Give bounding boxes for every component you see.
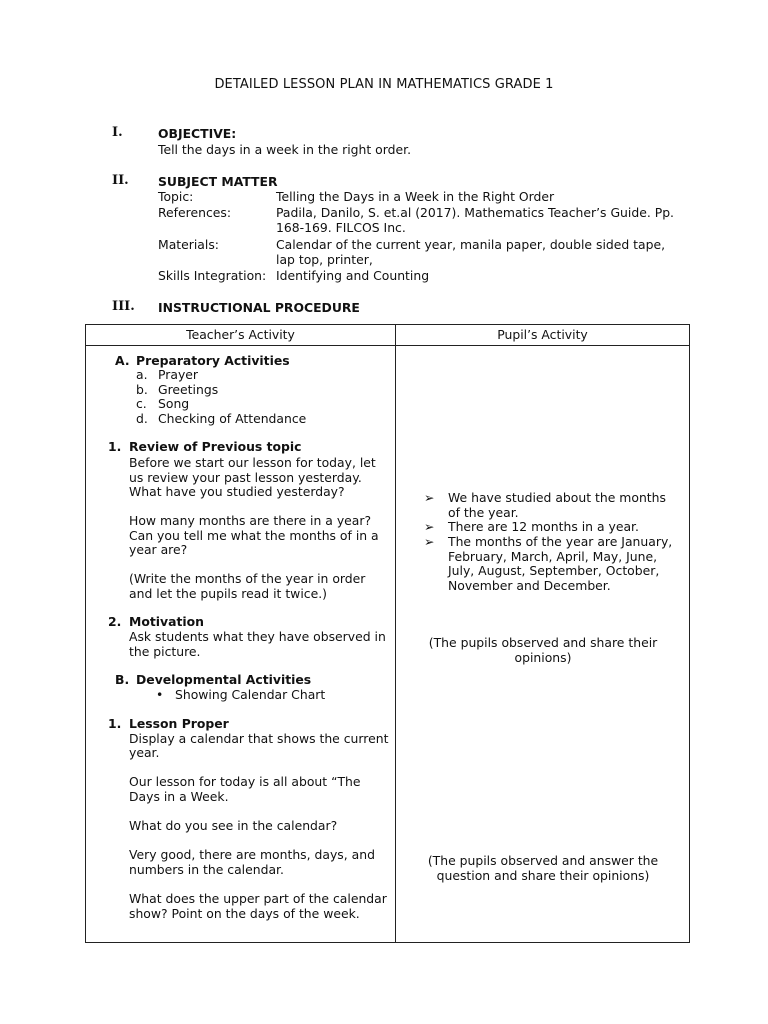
section-number-objective: I. bbox=[112, 125, 123, 140]
months-question-line: How many months are there in a year? bbox=[129, 513, 372, 528]
dev-bullet-text: Showing Calendar Chart bbox=[175, 687, 326, 702]
topic-label: Topic: bbox=[158, 189, 194, 204]
pupil-activity-header: Pupil’s Activity bbox=[396, 325, 690, 346]
arrow-bullet-icon: ➢ bbox=[424, 519, 435, 534]
prep-marker: A. bbox=[115, 353, 130, 368]
prep-item-marker: d. bbox=[136, 411, 148, 426]
prep-item-marker: a. bbox=[136, 367, 148, 382]
see-calendar-line: What do you see in the calendar? bbox=[129, 818, 338, 833]
document-title: DETAILED LESSON PLAN IN MATHEMATICS GRADE 1 bbox=[214, 77, 554, 92]
bullet-icon: • bbox=[156, 687, 164, 702]
topic-value: Telling the Days in a Week in the Right Order bbox=[276, 189, 555, 204]
pupil-answer-question-line: question and share their opinions) bbox=[436, 868, 650, 883]
procedure-table bbox=[85, 324, 690, 943]
pupil-activity-cell bbox=[396, 346, 690, 943]
motivation-line: Ask students what they have observed in bbox=[129, 629, 386, 644]
pupil-observed-line: opinions) bbox=[514, 650, 572, 665]
prep-item-text: Song bbox=[158, 396, 190, 411]
procedure-table-header-row bbox=[86, 325, 690, 346]
pupil-answer-line: February, March, April, May, June, bbox=[448, 549, 658, 564]
today-line: Days in a Week. bbox=[129, 789, 229, 804]
objective-text: Tell the days in a week in the right order. bbox=[158, 142, 412, 157]
prep-item-marker: b. bbox=[136, 382, 148, 397]
prep-item-text: Prayer bbox=[158, 367, 198, 382]
pupil-answer-line: July, August, September, October, bbox=[448, 563, 660, 578]
objective-heading: OBJECTIVE: bbox=[158, 126, 237, 141]
materials-label: Materials: bbox=[158, 237, 219, 252]
pupil-observed-line: (The pupils observed and share their bbox=[428, 635, 658, 650]
dev-marker: B. bbox=[115, 672, 130, 687]
subject-matter-heading: SUBJECT MATTER bbox=[158, 174, 278, 189]
references-value-line-2: 168-169. FILCOS Inc. bbox=[276, 220, 406, 235]
pupil-answer-question-line: (The pupils observed and answer the bbox=[427, 853, 659, 868]
pupil-answer-line: November and December. bbox=[448, 578, 611, 593]
procedure-table-body-row bbox=[86, 346, 690, 943]
prep-item-marker: c. bbox=[136, 396, 147, 411]
prep-item-text: Greetings bbox=[158, 382, 219, 397]
motivation-marker: 2. bbox=[108, 614, 122, 629]
materials-value-line-2: lap top, printer, bbox=[276, 252, 373, 267]
review-line: Before we start our lesson for today, let bbox=[129, 455, 376, 470]
section-number-procedure: III. bbox=[112, 299, 135, 314]
teacher-activity-cell bbox=[86, 346, 396, 943]
lesson-line: Display a calendar that shows the current bbox=[129, 731, 389, 746]
motivation-heading: Motivation bbox=[129, 614, 204, 629]
review-heading: Review of Previous topic bbox=[129, 439, 302, 454]
section-number-subject: II. bbox=[112, 173, 129, 188]
months-question-line: Can you tell me what the months of in a bbox=[129, 528, 379, 543]
very-good-line: Very good, there are months, days, and bbox=[129, 847, 375, 862]
lesson-marker: 1. bbox=[108, 716, 122, 731]
motivation-line: the picture. bbox=[129, 644, 201, 659]
review-line: us review your past lesson yesterday. bbox=[129, 470, 362, 485]
skills-value: Identifying and Counting bbox=[276, 268, 430, 283]
arrow-bullet-icon: ➢ bbox=[424, 534, 435, 549]
references-label: References: bbox=[158, 205, 232, 220]
lesson-line: year. bbox=[129, 745, 160, 760]
pupil-answer-line: We have studied about the months bbox=[448, 490, 666, 505]
review-marker: 1. bbox=[108, 439, 122, 454]
pupil-answer-line: of the year. bbox=[448, 505, 519, 520]
prep-heading: Preparatory Activities bbox=[136, 353, 290, 368]
very-good-line: numbers in the calendar. bbox=[129, 862, 284, 877]
pupil-answer-line: The months of the year are January, bbox=[448, 534, 673, 549]
upper-part-line: show? Point on the days of the week. bbox=[129, 906, 360, 921]
pupil-answer-line: There are 12 months in a year. bbox=[448, 519, 639, 534]
prep-item-text: Checking of Attendance bbox=[158, 411, 307, 426]
review-line: What have you studied yesterday? bbox=[129, 484, 345, 499]
write-instruction-line: and let the pupils read it twice.) bbox=[129, 586, 327, 601]
skills-label: Skills Integration: bbox=[158, 268, 267, 283]
teacher-activity-header: Teacher’s Activity bbox=[86, 325, 396, 346]
today-line: Our lesson for today is all about “The bbox=[129, 774, 361, 789]
procedure-heading: INSTRUCTIONAL PROCEDURE bbox=[158, 300, 360, 315]
dev-heading: Developmental Activities bbox=[136, 672, 312, 687]
write-instruction-line: (Write the months of the year in order bbox=[129, 571, 366, 586]
materials-value-line-1: Calendar of the current year, manila paper, double sided tape, bbox=[276, 237, 666, 252]
references-value-line-1: Padila, Danilo, S. et.al (2017). Mathematics Teacher’s Guide. Pp. bbox=[276, 205, 674, 220]
months-question-line: year are? bbox=[129, 542, 188, 557]
lesson-heading: Lesson Proper bbox=[129, 716, 229, 731]
upper-part-line: What does the upper part of the calendar bbox=[129, 891, 387, 906]
arrow-bullet-icon: ➢ bbox=[424, 490, 435, 505]
